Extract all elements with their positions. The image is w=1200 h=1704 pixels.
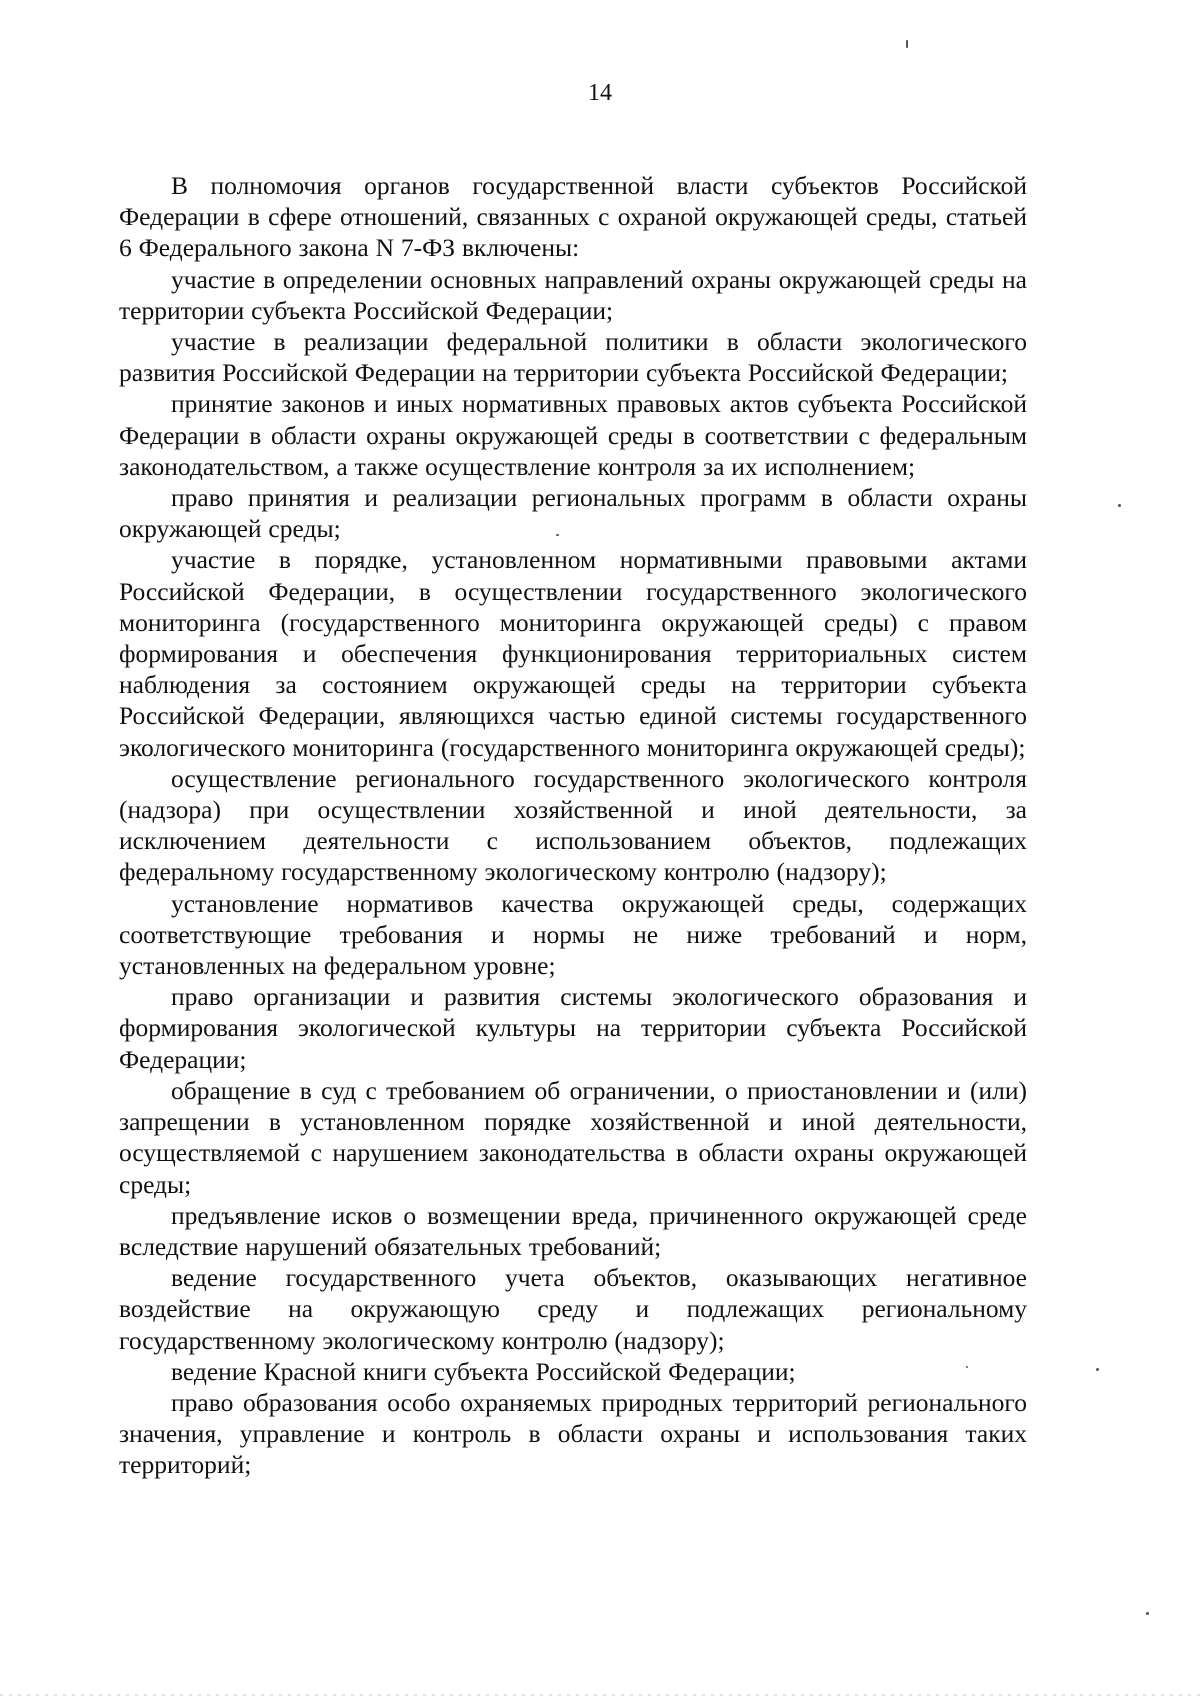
scan-speck bbox=[1096, 1368, 1099, 1371]
page-number: 14 bbox=[588, 80, 612, 106]
list-item: участие в определении основных направлений охраны окружающей среды на территории субъекта Российской Федерации; bbox=[119, 264, 1027, 325]
scan-speck bbox=[1118, 504, 1121, 507]
list-item: осуществление регионального государственного экологического контроля (надзора) при осуществлении хозяйственной и иной деятельности, за исключением деятельности с использованием объектов, подлежащих федеральному государственному экологическому контролю (надзору); bbox=[119, 763, 1027, 887]
list-item: ведение Красной книги субъекта Российской Федерации; bbox=[171, 1356, 796, 1386]
list-item: обращение в суд с требованием об ограничении, о приостановлении и (или) запрещении в установленном порядке хозяйственной и иной деятельности, осуществляемой с нарушением законодательства в области охраны окружающей среды; bbox=[119, 1075, 1027, 1199]
scan-speck bbox=[1146, 1612, 1149, 1615]
scan-speck bbox=[906, 40, 908, 48]
list-item: установление нормативов качества окружающей среды, содержащих соответствующие требования и нормы не ниже требований и норм, установленных на федеральном уровне; bbox=[119, 888, 1027, 981]
scan-edge bbox=[0, 1694, 1200, 1696]
list-item: участие в реализации федеральной политики в области экологического развития Российской Федерации на территории субъекта Российской Федерации; bbox=[119, 327, 1027, 388]
body-text bbox=[119, 170, 1027, 1481]
list-item: участие в порядке, установленном нормативными правовыми актами Российской Федерации, в осуществлении государственного экологического мониторинга (государственного мониторинга окружающей среды) с правом формирования и обеспечения функционирования территориальных систем наблюдения за состоянием окружающей среды на территории субъекта Российской Федерации, являющихся частью единой системы государственного экологического мониторинга (государственного мониторинга окружающей среды); bbox=[119, 545, 1027, 762]
scan-speck bbox=[966, 1366, 968, 1368]
list-item: право принятия и реализации региональных программ в области охраны окружающей среды; bbox=[119, 483, 1027, 544]
scan-speck bbox=[556, 534, 559, 536]
list-item: принятие законов и иных нормативных правовых актов субъекта Российской Федерации в области охраны окружающей среды в соответствии с федеральным законодательством, а также осуществление контроля за их исполнением; bbox=[119, 389, 1027, 481]
list-item: право организации и развития системы экологического образования и формирования экологической культуры на территории субъекта Российской Федерации; bbox=[119, 982, 1027, 1074]
list-item: ведение государственного учета объектов, оказывающих негативное воздействие на окружающую среду и подлежащих региональному государственному экологическому контролю (надзору); bbox=[119, 1263, 1027, 1355]
intro-paragraph: В полномочия органов государственной власти субъектов Российской Федерации в сфере отношений, связанных с охраной окружающей среды, статьей 6 Федерального закона N 7-ФЗ включены: bbox=[119, 171, 1027, 263]
list-item: право образования особо охраняемых природных территорий регионального значения, управление и контроль в области охраны и использования таких территорий; bbox=[119, 1387, 1027, 1480]
list-item: предъявление исков о возмещении вреда, причиненного окружающей среде вследствие нарушений обязательных требований; bbox=[119, 1200, 1027, 1261]
